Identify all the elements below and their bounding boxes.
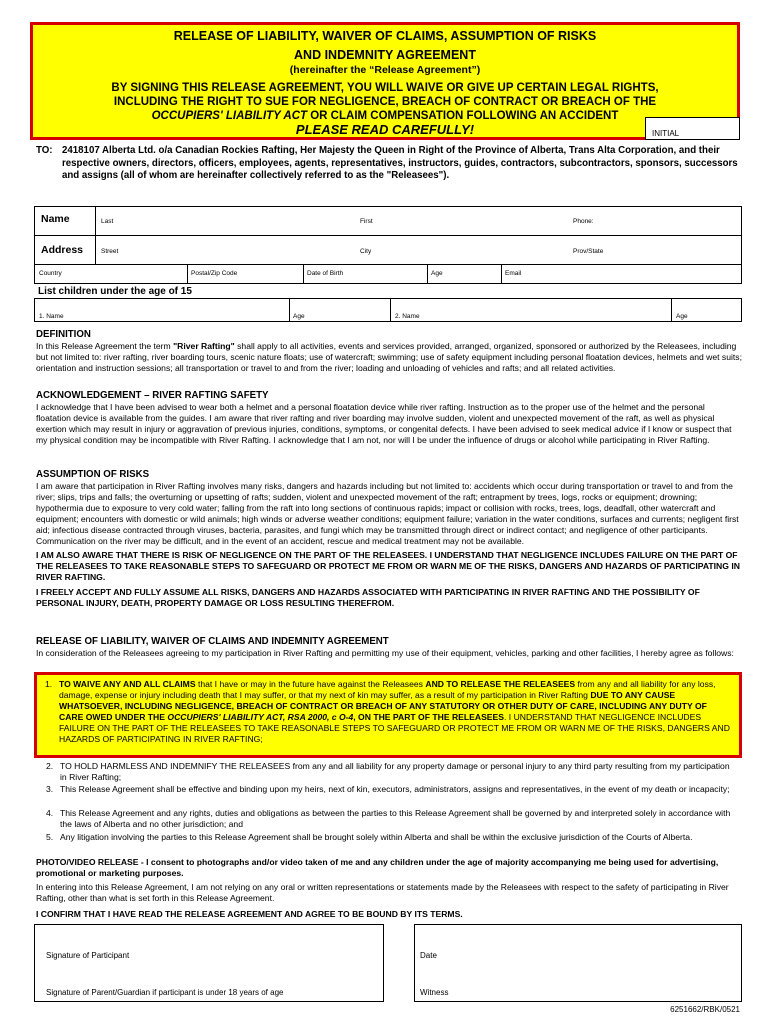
divider	[95, 236, 96, 264]
prov-state-field[interactable]: Prov/State	[573, 248, 604, 255]
item-number: 4.	[46, 808, 54, 818]
divider	[501, 265, 502, 283]
acknowledgement-text: I acknowledge that I have been advised to wear both a helmet and a personal floatation device while river rafting. Instruction as to the proper use of the helmet and the personal floatation device is available from the guides. I am aware that river rafting and river boarding may involve sudden, violent and unexpected movement of the raft, as well as physical exertion which may result in injury or aggravation of previous injuries, conditions, symptoms, or congenital defects. I have been advised to seek medical advice if I know or suspect that my physical condition may be incompatible with River Rafting. I acknowledge that I am not, nor will I be under the influence of drugs or alcohol while participating in River Rafting.	[36, 402, 732, 445]
child-1-age-field[interactable]: Age	[293, 313, 305, 320]
item1-d: from any and all liability for any loss, damage, expense or injury including death that I may suffer, or that my next of kin may suffer, as a result of my participation in River Rafting	[59, 679, 716, 700]
children-table	[34, 298, 742, 322]
country-field[interactable]: Country	[39, 270, 62, 277]
age-field[interactable]: Age	[431, 270, 443, 277]
release-item-5	[46, 832, 738, 843]
assumption-text: I am aware that participation in River Rafting involves many risks, dangers and hazards including but not limited to: accidents which occur during transportation or travel to and from the river; slips, trips and falls; the overturning or upsetting of rafts; sudden, violent and unexpected movement of the raft; entrapment by trees, logs, rocks or equipment; drowning; hypothermia due to exposure to very cold water; falling from the raft into long sections of continuous rapids; impact or collision with rocks, trees, logs, deadfall, other watercraft and equipment; encounters with domestic or wild animals; high winds or adverse weather conditions; equipment failure; variation in the water conditions, surfaces and currents; negligent first aid; infectious disease contracted through viruses, bacteria, parasites, and fungi which may be transmitted through direct or indirect contact; and negligence of other participants. Communication on the river may be difficult, and in the event of an accident, rescue and medical treatment may not be available.	[36, 481, 739, 546]
city-field[interactable]: City	[360, 248, 372, 255]
date-witness-box[interactable]	[414, 924, 742, 1002]
release-section	[36, 636, 742, 659]
address-row	[35, 236, 741, 265]
initial-box[interactable]	[645, 117, 740, 140]
assumption-section	[36, 469, 742, 609]
date-label: Date	[420, 951, 437, 960]
divider	[427, 265, 428, 283]
title-line-2: AND INDEMNITY AGREEMENT	[294, 48, 476, 62]
child-1-name-field[interactable]: 1. Name	[39, 313, 64, 320]
assumption-heading: ASSUMPTION OF RISKS	[36, 469, 150, 480]
divider	[390, 299, 391, 321]
definition-section	[36, 329, 742, 374]
release-heading: RELEASE OF LIABILITY, WAIVER OF CLAIMS AND INDEMNITY AGREEMENT	[36, 636, 389, 647]
release-item-1-highlight	[34, 672, 742, 758]
item5-text: Any litigation involving the parties to this Release Agreement shall be brought solely within Alberta and shall be within the exclusive jurisdiction of the Courts of Alberta.	[60, 832, 693, 842]
postal-code-field[interactable]: Postal/Zip Code	[191, 270, 238, 277]
first-name-field[interactable]: First	[360, 218, 373, 225]
item-number: 1.	[45, 679, 53, 689]
to-label: TO:	[36, 145, 53, 156]
read-carefully: PLEASE READ CAREFULLY!	[295, 122, 475, 137]
release-item-1	[45, 679, 731, 744]
child-2-name-field[interactable]: 2. Name	[395, 313, 420, 320]
guardian-signature-label: Signature of Parent/Guardian if participant is under 18 years of age	[46, 988, 284, 997]
to-block	[36, 145, 744, 183]
last-name-field[interactable]: Last	[101, 218, 114, 225]
warning-line-3	[33, 109, 737, 123]
assume-risks-caps: I FREELY ACCEPT AND FULLY ASSUME ALL RISKS, DANGERS AND HAZARDS ASSOCIATED WITH PARTICIPATING IN RIVER RAFTING AND THE POSSIBILITY OF PERSONAL INJURY, DEATH, PROPERTY DAMAGE OR LOSS RESULTING THEREFROM.	[36, 587, 700, 609]
phone-field[interactable]: Phone:	[573, 218, 594, 225]
item1-c: AND TO RELEASE THE RELEASEES	[425, 679, 576, 689]
title-line-1: RELEASE OF LIABILITY, WAIVER OF CLAIMS, ASSUMPTION OF RISKS	[173, 29, 597, 43]
release-item-3	[46, 784, 738, 795]
header-warning-box	[30, 22, 740, 140]
acknowledgement-heading: ACKNOWLEDGEMENT – RIVER RAFTING SAFETY	[36, 390, 269, 401]
details-row	[35, 265, 741, 283]
item1-f: OCCUPIERS' LIABILITY ACT, RSA 2000, c O-4	[167, 711, 354, 722]
participant-form	[34, 206, 742, 284]
release-item-4	[46, 808, 738, 830]
participant-signature-label: Signature of Participant	[46, 951, 130, 960]
address-label: Address	[41, 244, 84, 256]
divider	[95, 207, 96, 235]
definition-term: "River Rafting"	[173, 341, 235, 351]
name-row	[35, 207, 741, 236]
item1-e: DUE TO ANY CAUSE WHATSOEVER, INCLUDING NEGLIGENCE, BREACH OF CONTRACT OR BREACH OF ANY STATUTORY OR OTHER DUTY OF CARE, INCLUDING ANY DUTY OF CARE OWED UNDER THE	[59, 689, 707, 722]
item4-text: This Release Agreement and any rights, duties and obligations as between the parties to this Release Agreement shall be governed by and interpreted solely in accordance with the laws of Alberta and no other jurisdiction; and	[60, 808, 731, 829]
release-item-2	[46, 761, 738, 783]
photo-release: PHOTO/VIDEO RELEASE - I consent to photographs and/or video taken of me and any children under the age of majority accompanying me being used for advertising, promotional or marketing purposes.	[36, 857, 719, 878]
document-code: 6251662/RBK/0521	[670, 1005, 740, 1014]
warning-line-3-rest: OR CLAIM COMPENSATION FOLLOWING AN ACCIDENT	[307, 110, 619, 122]
item3-text: This Release Agreement shall be effective and binding upon my heirs, next of kin, executors, administrators, assigns and representatives, in the event of my death or incapacity;	[60, 784, 730, 794]
to-text: 2418107 Alberta Ltd. o/a Canadian Rockies Rafting, Her Majesty the Queen in Right of the Province of Alberta, Trans Alta Corporation, and their respective owners, directors, officers, employees, agents, representatives, instructors, guides, contractors, subcontractors, sponsors, successors and assigns (all of whom are hereinafter collectively referred to as the "Releasees").	[62, 145, 738, 181]
email-field[interactable]: Email	[505, 270, 522, 277]
child-2-age-field[interactable]: Age	[676, 313, 688, 320]
signature-area	[34, 924, 742, 1002]
occupiers-act-italic: OCCUPIERS' LIABILITY ACT	[151, 110, 308, 122]
divider	[289, 299, 290, 321]
item-number: 3.	[46, 784, 54, 794]
date-of-birth-field[interactable]: Date of Birth	[307, 270, 344, 277]
divider	[671, 299, 672, 321]
definition-heading: DEFINITION	[36, 329, 91, 340]
item1-g: , ON THE PART OF THE RELEASEES	[353, 711, 505, 722]
witness-label: Witness	[420, 988, 449, 997]
warning-line-1: BY SIGNING THIS RELEASE AGREEMENT, YOU WILL WAIVE OR GIVE UP CERTAIN LEGAL RIGHTS,	[111, 82, 659, 94]
item1-h: . I UNDERSTAND THAT NEGLIGENCE INCLUDES FAILURE ON THE PART OF THE RELEASEES TO TAKE REASONABLE STEPS TO SAFEGUARD OR PROTECT ME FROM OR WARN ME OF THE RISKS, DANGERS AND HAZARDS OF PARTICIPATING IN RIVER RAFTING;	[59, 711, 730, 744]
divider	[187, 265, 188, 283]
definition-pre: In this Release Agreement the term	[36, 341, 174, 351]
subtitle: (hereinafter the “Release Agreement”)	[289, 64, 481, 76]
definition-post: shall apply to all activities, events and services provided, arranged, organized, sponsored or authorized by the Releasees, including but not limited to: river rafting, river boarding tours, scenic nature floats; use of watercraft; swimming; use of safety equipment including personal floatation devices, helmets and wet suits; orientation and instruction sessions; all transportation or travel to and from the river; loading and unloading of vehicles and rafts; and all related activities.	[36, 341, 742, 373]
street-field[interactable]: Street	[101, 248, 119, 255]
name-label: Name	[41, 213, 70, 225]
initial-label: INITIAL	[652, 129, 680, 138]
children-title: List children under the age of 15	[38, 286, 192, 297]
definition-text	[36, 341, 742, 374]
negligence-caps: I AM ALSO AWARE THAT THERE IS RISK OF NEGLIGENCE ON THE PART OF THE RELEASEES. I UNDERSTAND THAT NEGLIGENCE INCLUDES FAILURE ON THE PART OF THE RELEASEES TO TAKE REASONABLE STEPS TO SAFEGUARD OR PROTECT ME FROM OR WARN ME OF THE RISKS, DANGERS AND HAZARDS OF PARTICIPATING IN RIVER RAFTING.	[36, 550, 740, 583]
item2-text: TO HOLD HARMLESS AND INDEMNIFY THE RELEASEES from any and all liability for any property damage or personal injury to any third party resulting from my participation in River Rafting;	[60, 761, 730, 782]
divider	[303, 265, 304, 283]
confirm-statement: I CONFIRM THAT I HAVE READ THE RELEASE AGREEMENT AND AGREE TO BE BOUND BY ITS TERMS.	[36, 909, 463, 919]
release-intro: In consideration of the Releasees agreeing to my participation in River Rafting and permitting my use of their equipment, vehicles, parking and other facilities, I hereby agree as follows:	[36, 648, 734, 658]
warning-line-2: INCLUDING THE RIGHT TO SUE FOR NEGLIGENCE, BREACH OF CONTRACT OR BREACH OF THE	[113, 96, 657, 108]
item-number: 2.	[46, 761, 54, 771]
reliance-text: In entering into this Release Agreement, I am not relying on any oral or written representations or statements made by the Releasees with respect to the safety of participating in River Rafting, other than what is set forth in this Release Agreement.	[36, 882, 729, 903]
item1-a: TO WAIVE ANY AND ALL CLAIMS	[59, 679, 196, 689]
acknowledgement-section	[36, 390, 742, 446]
item-number: 5.	[46, 832, 54, 842]
item1-b: that I have or may in the future have against the Releasees	[195, 679, 426, 689]
